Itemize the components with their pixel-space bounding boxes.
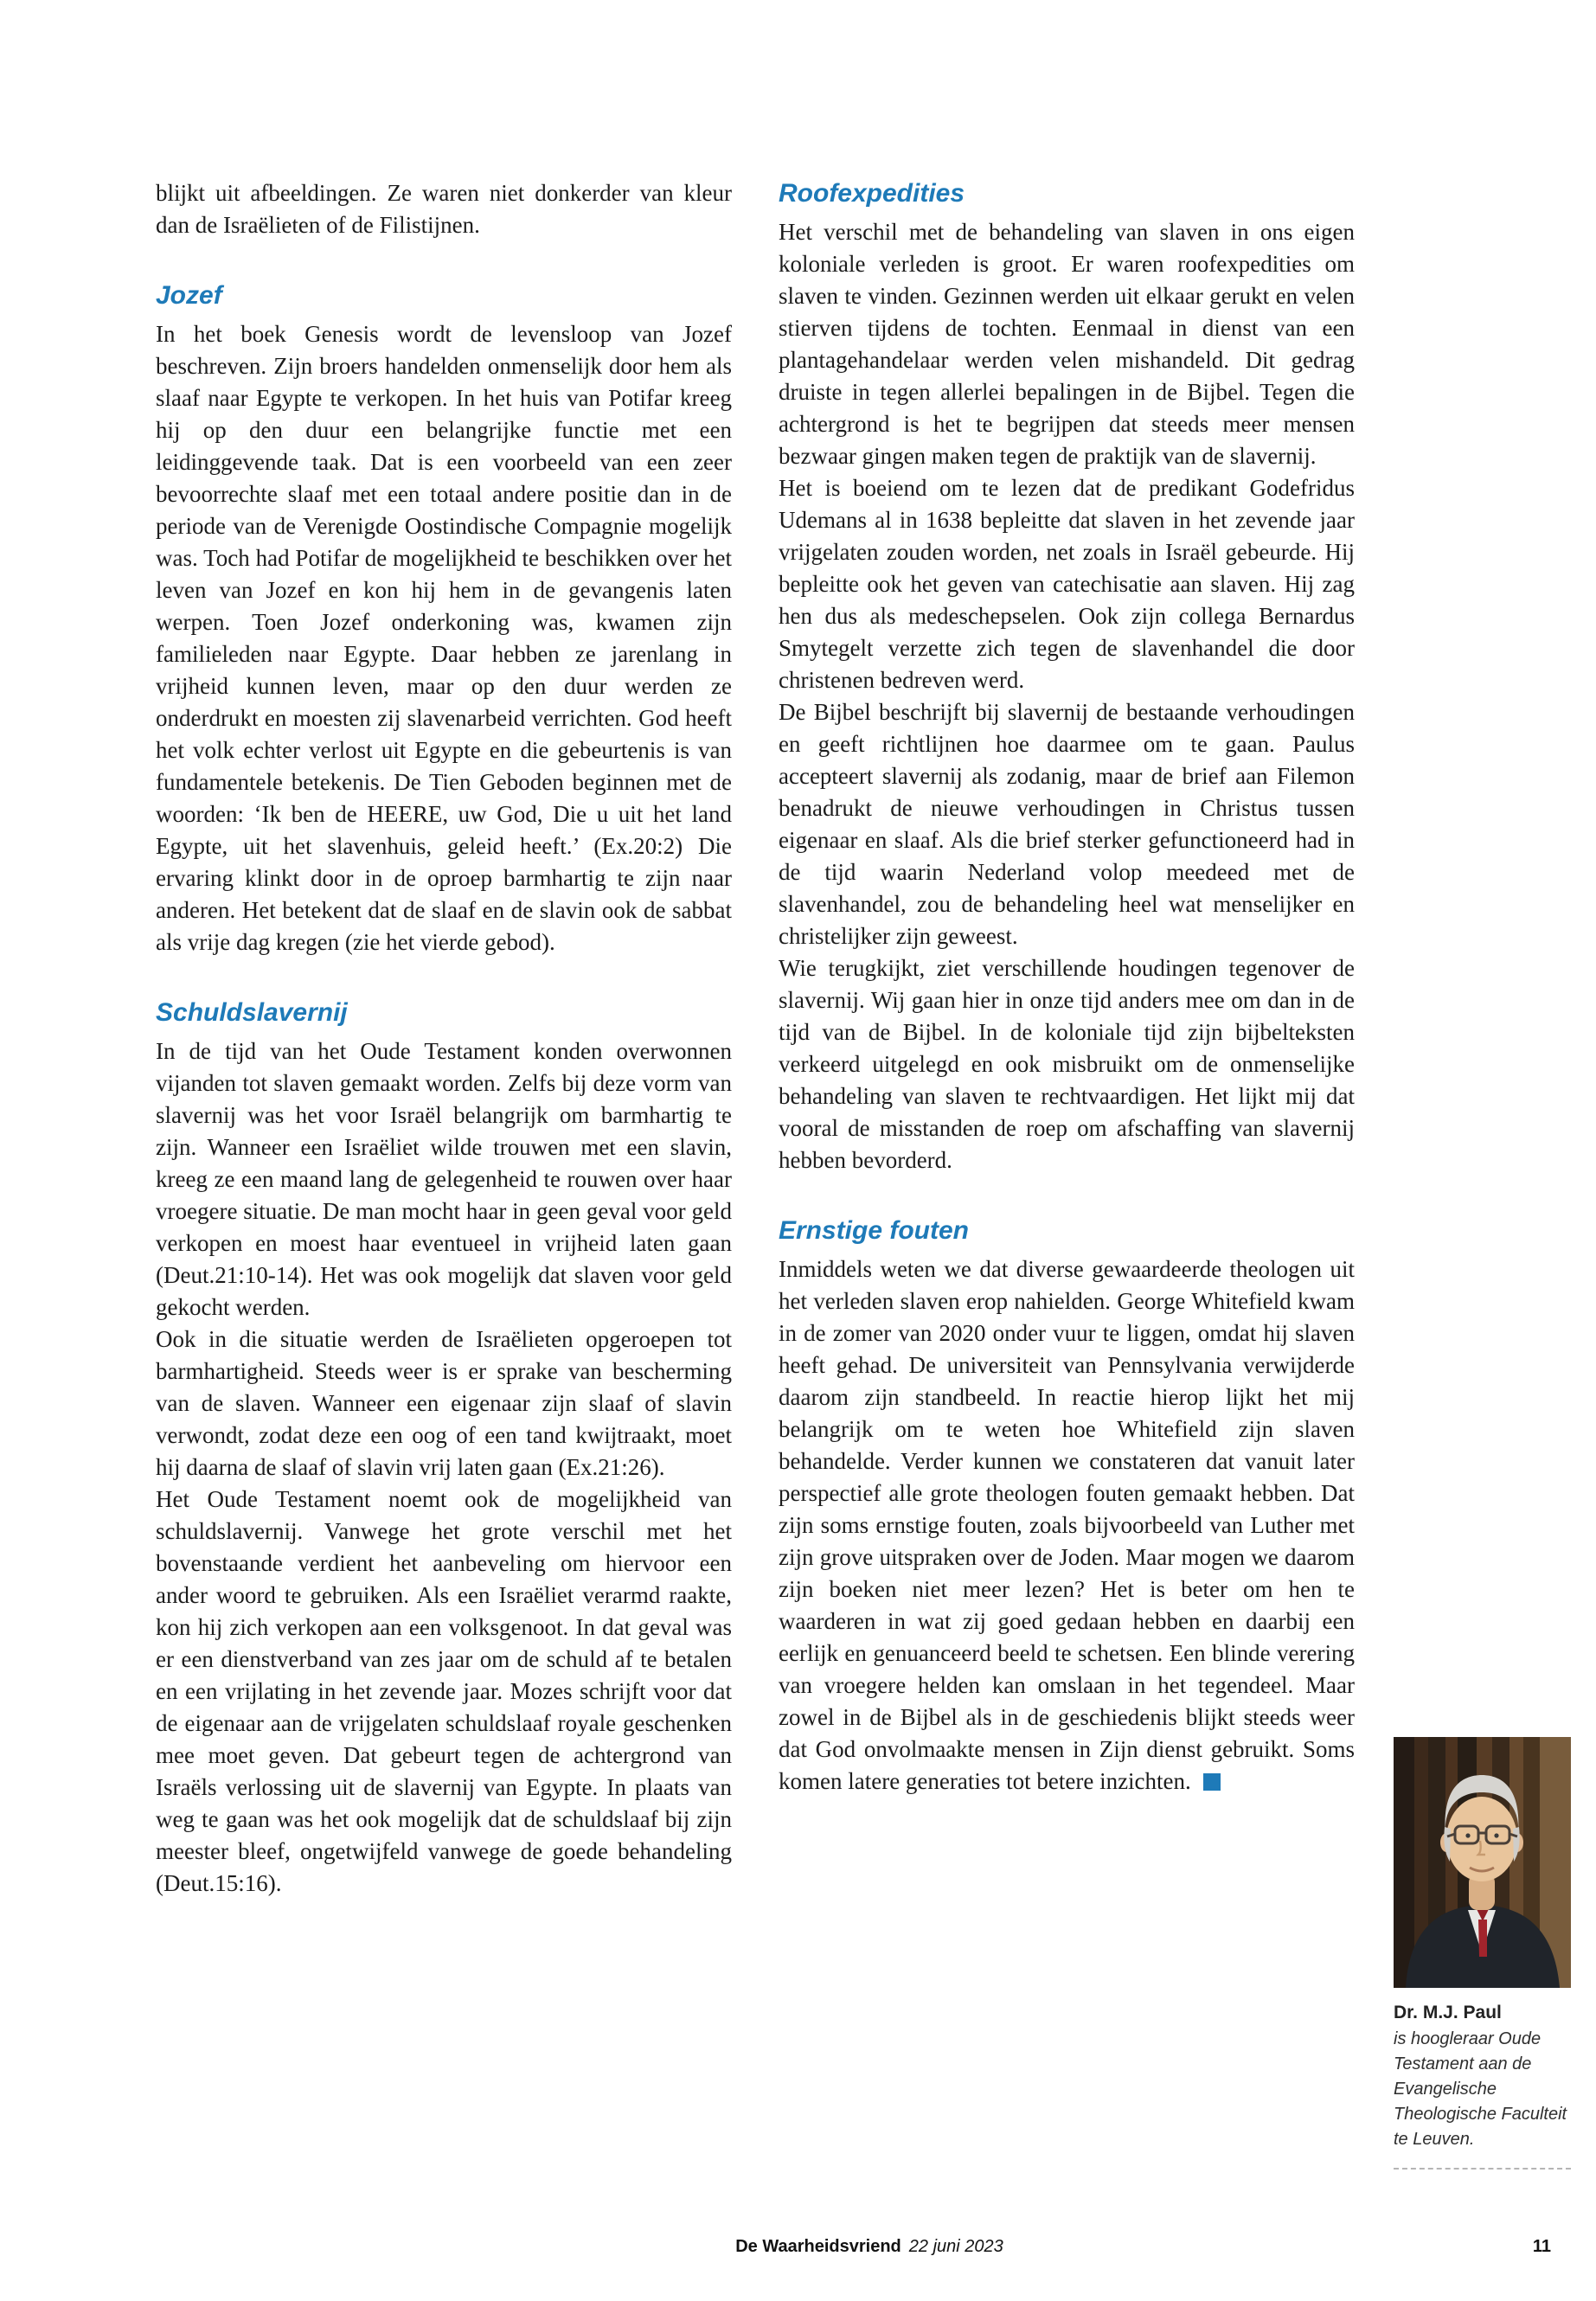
caption-divider xyxy=(1394,2168,1571,2170)
author-photo xyxy=(1394,1737,1571,1988)
article-paragraph: Het is boeiend om te lezen dat de predikant Godefridus Udemans al in 1638 bepleitte dat slaven in het zevende jaar vrijgelaten zouden worden, net zoals in Israël gebeurde. Hij bepleitte ook het geven van catechisatie aan slaven. Hij zag hen dus als medeschepselen. Ook zijn collega Bernardus Smytegelt verzette zich tegen de slavenhandel die door christenen bedreven werd. xyxy=(779,475,1355,693)
section-heading-jozef: Jozef xyxy=(156,281,222,310)
article-paragraph: In het boek Genesis wordt de levensloop van Jozef beschreven. Zijn broers handelden onmenselijk door hem als slaaf naar Egypte te verkopen. In het huis van Potifar kreeg hij op den duur een belangrijke functie met een leidinggevende taak. Dat is een voorbeeld van een zeer bevoorrechte slaaf met een totaal andere positie dan in de periode van de Verenigde Oostindische Compagnie mogelijk was. Toch had Potifar de mogelijkheid te beschikken over het leven van Jozef en kon hij hem in de gevangenis laten werpen. Toen Jozef onderkoning was, kwamen zijn familieleden naar Egypte. Daar hebben ze jarenlang in vrijheid kunnen leven, maar op den duur werden ze onderdrukt en moesten zij slavenarbeid verrichten. God heeft het volk echter verlost uit Egypte en die gebeurtenis is van fundamentele betekenis. De Tien Geboden beginnen met de woorden: ‘Ik ben de HEERE, uw God, Die u uit het land Egypte, uit het slavenhuis, geleid heeft.’ (Ex.20:2) Die ervaring klinkt door in de oproep barmhartig te zijn naar anderen. Het betekent dat de slaaf en de slavin ook de sabbat als vrije dag kregen (zie het vierde gebod). xyxy=(156,321,732,955)
article-paragraph: blijkt uit afbeeldingen. Ze waren niet donkerder van kleur dan de Israëlieten of de Filistijnen. xyxy=(156,180,732,238)
article-paragraph: Het verschil met de behandeling van slaven in ons eigen koloniale verleden is groot. Er waren roofexpedities om slaven te vinden. Gezinnen werden uit elkaar gerukt en velen stierven tijdens de tochten. Eenmaal in dienst van een plantagehandelaar werden velen mishandeld. Dit gedrag druiste in tegen allerlei bepalingen in de Bijbel. Tegen die achtergrond is het te begrijpen dat steeds meer mensen bezwaar gingen maken tegen de praktijk van de slavernij. xyxy=(779,219,1355,469)
page-footer xyxy=(0,2237,1596,2272)
section-heading-roofexpedities: Roofexpedities xyxy=(779,179,965,208)
article-paragraph: In de tijd van het Oude Testament konden overwonnen vijanden tot slaven gemaakt worden. Zelfs bij deze vorm van slavernij was het voor Israël belangrijk om barmhartig te zijn. Wanneer een Israëliet wilde trouwen met een slavin, kreeg ze een maand lang de gelegenheid te rouwen over haar vroegere situatie. De man mocht haar in geen geval voor geld verkopen en moest haar eventueel in vrijheid laten gaan (Deut.21:10-14). Het was ook mogelijk dat slaven voor geld gekocht werden. xyxy=(156,1038,732,1320)
footer-magazine-info xyxy=(735,2237,1003,2257)
section-heading-schuldslavernij: Schuldslavernij xyxy=(156,998,348,1027)
page-number: 11 xyxy=(1532,2237,1551,2256)
article-end-marker xyxy=(1203,1773,1221,1791)
right-column xyxy=(779,177,1355,1798)
author-portrait-illustration xyxy=(1394,1737,1571,1988)
magazine-title: De Waarheidsvriend xyxy=(735,2237,901,2256)
article-paragraph xyxy=(779,1253,1355,1798)
article-paragraph: De Bijbel beschrijft bij slavernij de bestaande verhoudingen en geeft richtlijnen hoe daarmee om te gaan. Paulus accepteert slavernij als zodanig, maar de brief aan Filemon benadrukt de nieuwe verhoudingen in Christus tussen eigenaar en slaaf. Als die brief sterker gefunctioneerd had in de tijd waarin Nederland volop meedeed met de slavenhandel, zou de behandeling heel wat menselijker en christelijker zijn geweest. xyxy=(779,699,1355,949)
author-role: is hoogleraar Oude Testament aan de Evangelische Theologische Faculteit te Leuven. xyxy=(1394,2029,1567,2149)
article-paragraph: Het Oude Testament noemt ook de mogelijkheid van schuldslavernij. Vanwege het grote verschil met het bovenstaande verdient het aanbeveling om hiervoor een ander woord te gebruiken. Als een Israëliet verarmd raakte, kon hij zich verkopen aan een volksgenoot. In dat geval was er een dienstverband van zes jaar om de schuld af te betalen en een vrijlating in het zevende jaar. Mozes schrijft voor dat de eigenaar aan de vrijgelaten schuldslaaf royale geschenken mee moet geven. Dat gebeurt tegen de achtergrond van Israëls verlossing uit de slavernij van Egypte. In plaats van weg te gaan was het ook mogelijk dat de schuldslaaf bij zijn meester bleef, ongetwijfeld vanwege de goede behandeling (Deut.15:16). xyxy=(156,1486,732,1896)
article-paragraph: Wie terugkijkt, ziet verschillende houdingen tegenover de slavernij. Wij gaan hier in onze tijd anders mee om dan in de tijd van de Bijbel. In de koloniale tijd zijn bijbelteksten verkeerd uitgelegd en ook misbruikt om de onmenselijke behandeling van slaven te rechtvaardigen. Het lijkt mij dat vooral de misstanden de roep om afschaffing van slavernij hebben bevorderd. xyxy=(779,955,1355,1173)
author-name: Dr. M.J. Paul xyxy=(1394,2003,1502,2022)
author-sidebar xyxy=(1394,1737,1571,2170)
left-column xyxy=(156,177,732,1900)
article-paragraph: Ook in die situatie werden de Israëlieten opgeroepen tot barmhartigheid. Steeds weer is er sprake van bescherming van de slaven. Wanneer een eigenaar zijn slaaf of slavin verwondt, zodat deze een oog of een tand kwijtraakt, moet hij daarna de slaaf of slavin vrij laten gaan (Ex.21:26). xyxy=(156,1326,732,1480)
issue-date: 22 juni 2023 xyxy=(908,2237,1003,2256)
section-heading-ernstige-fouten: Ernstige fouten xyxy=(779,1216,970,1245)
article-text: Inmiddels weten we dat diverse gewaardeerde theologen uit het verleden slaven erop nahielden. George Whitefield kwam in de zomer van 2020 onder vuur te liggen, omdat hij slaven heeft gehad. De universiteit van Pennsylvania verwijderde daarom zijn standbeeld. In reactie hierop lijkt het mij belangrijk om te weten hoe Whitefield zijn slaven behandelde. Verder kunnen we constateren dat vanuit later perspectief alle grote theologen fouten gemaakt hebben. Dat zijn soms ernstige fouten, zoals bijvoorbeeld van Luther met zijn grove uitspraken over de Joden. Maar mogen we daarom zijn boeken niet meer lezen? Het is beter om hen te waarderen in wat zij goed gedaan hebben en daarbij een eerlijk en genuanceerd beeld te schetsen. Een blinde verering van vroegere helden kan omslaan in het tegendeel. Maar zowel in de Bijbel als in de geschiedenis blijkt steeds weer dat God onvolmaakte mensen in Zijn dienst gebruikt. Soms komen latere generaties tot betere inzichten. xyxy=(779,1256,1355,1794)
